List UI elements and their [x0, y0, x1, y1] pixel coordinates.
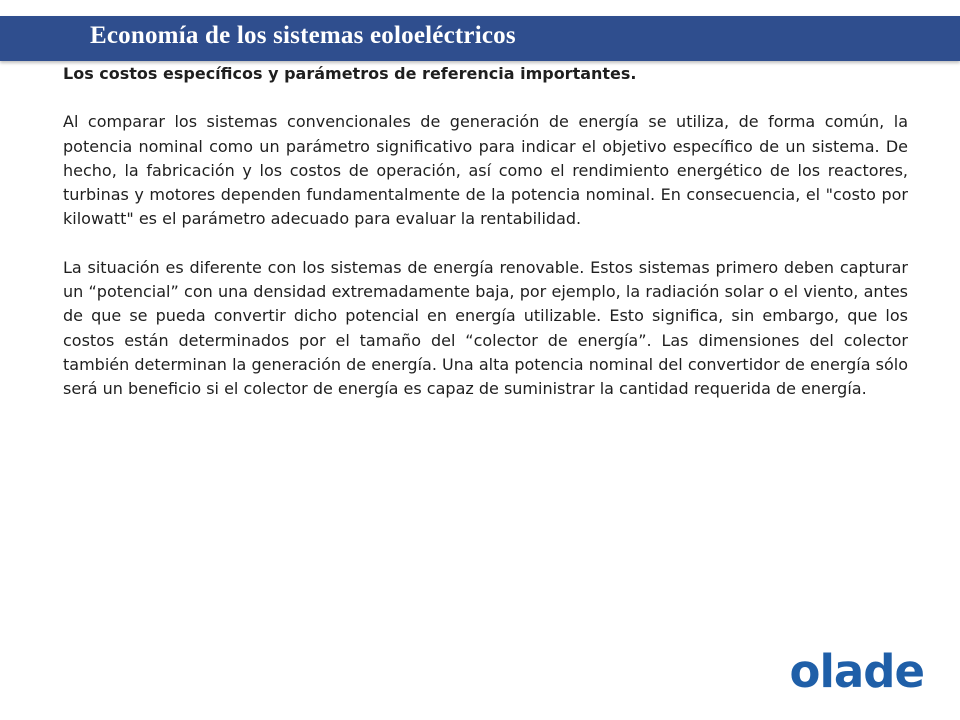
- paragraph-2: La situación es diferente con los sistemas de energía renovable. Estos sistemas primero deben capturar un “potencial” con una densidad extremadamente baja, por ejemplo, la radiación solar o el viento, antes de que se pueda convertir dicho potencial en energía utilizable. Esto significa, sin embargo, que los costos están determinados por el tamaño del “colector de energía”. Las dimensiones del colector también determinan la generación de energía. Una alta potencia nominal del convertidor de energía sólo será un beneficio si el colector de energía es capaz de suministrar la cantidad requerida de energía.: [63, 257, 908, 399]
- paragraph-1: Al comparar los sistemas convencionales de generación de energía se utiliza, de forma común, la potencia nominal como un parámetro significativo para indicar el objetivo específico de un sistema. De hecho, la fabricación y los costos de operación, así como el rendimiento energético de los reactores, turbinas y motores dependen fundamentalmente de la potencia nominal. En consecuencia, el "costo por kilowatt" es el parámetro adecuado para evaluar la rentabilidad.: [63, 112, 908, 229]
- title-bar: [0, 16, 960, 61]
- olade-logo: olade: [789, 645, 924, 698]
- slide-content: [63, 62, 908, 426]
- page-title: Economía de los sistemas eoloeléctricos: [90, 22, 516, 49]
- section-subtitle: Los costos específicos y parámetros de referencia importantes.: [63, 64, 637, 83]
